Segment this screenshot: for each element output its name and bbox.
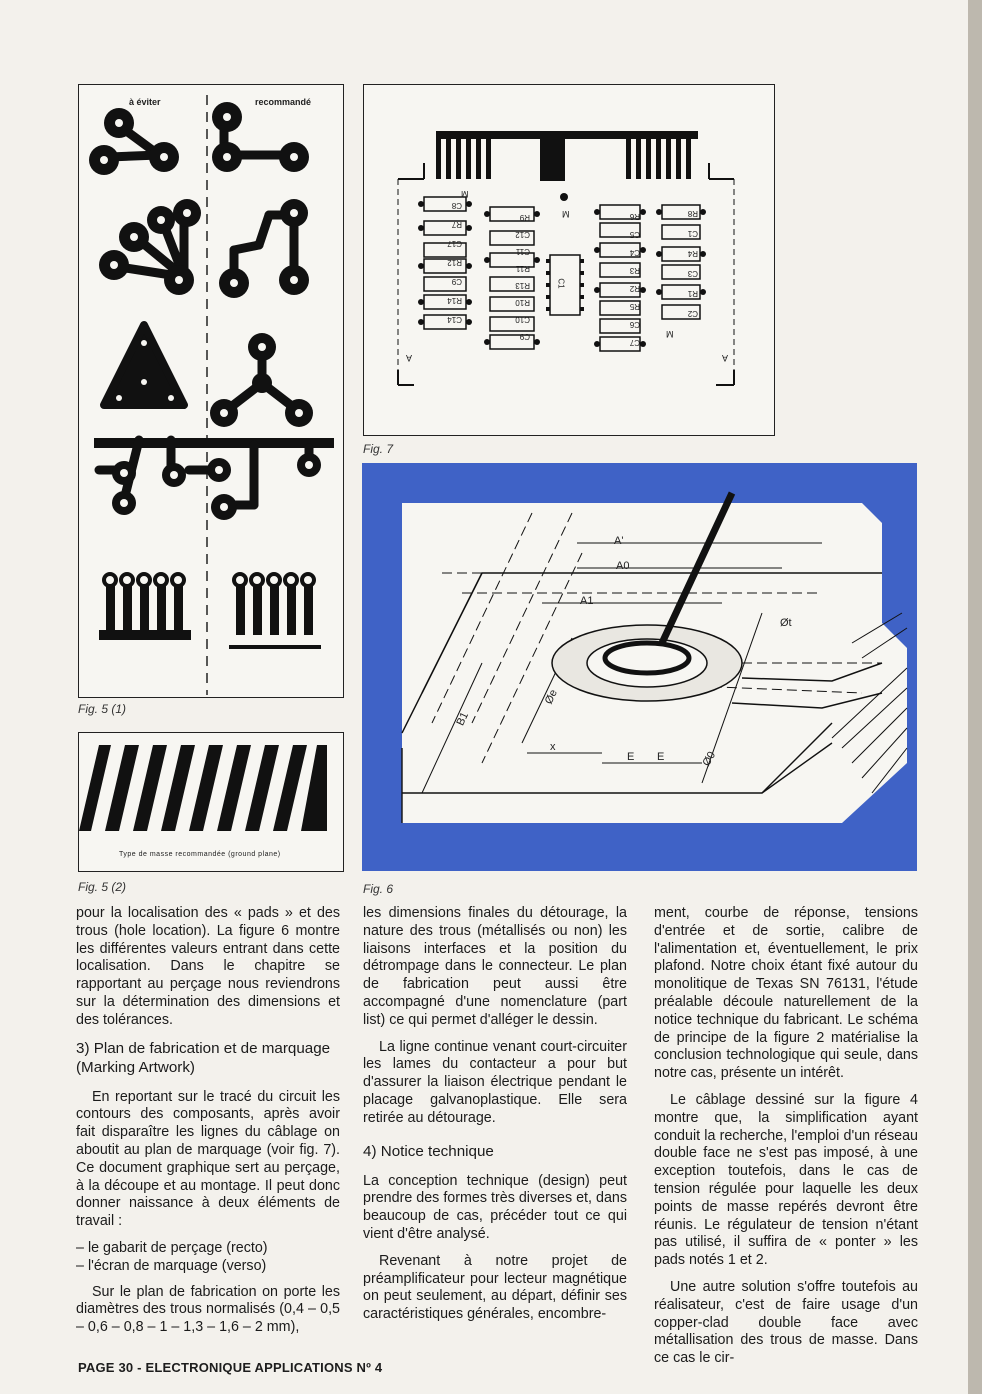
fig-6-caption: Fig. 6 <box>363 882 394 896</box>
ic-label: C1 <box>556 278 566 289</box>
component-label: C9 <box>451 277 462 286</box>
component-label: R10 <box>515 298 530 307</box>
component-label: R7 <box>451 220 462 229</box>
component-label: R5 <box>629 302 640 311</box>
mark-m-1: M <box>461 189 469 199</box>
dim-label: A' <box>614 535 624 547</box>
component-label: C9 <box>519 332 530 341</box>
component-label: C12 <box>515 230 530 239</box>
paragraph: En reportant sur le tracé du circuit les contours des composants, après avoir fait disparaître les lignes du câblage on aboutit au plan de marquage (voir fig. 7). Ce document graphique sert au perçage, à la découpe et au montage. Il peut donc donner naissance à deux éléments de travail : <box>76 1088 340 1230</box>
paragraph: Le câblage dessiné sur la figure 4 montre que, la simplification ayant conduit la recherche, l'emploi d'un réseau double face ne s'est pas imposé, à une exception toutefois, dans le cas de tension régulée pour laquelle les deux points de masse repérés devront être réunis. Le régulateur de tension n'étant pas utilisé, il suffira de « ponter » les pads notés 1 et 2. <box>654 1091 918 1269</box>
component-label: R1 <box>687 289 698 298</box>
fig-5-1-caption: Fig. 5 (1) <box>78 702 127 716</box>
component-label: C8 <box>451 201 462 210</box>
component-label: R2 <box>629 284 640 293</box>
figure-5-2 <box>78 732 344 872</box>
mark-m-3: M <box>666 329 674 339</box>
labels-far-column <box>670 203 698 323</box>
labels-right-column <box>610 207 640 351</box>
paragraph: La ligne continue venant court-circuiter les lames du contacteur a pour but d'assurer la liaison électrique pendant le placage galvanoplastique. Elle sera retirée au détourage. <box>363 1038 627 1126</box>
component-label: C2 <box>687 309 698 318</box>
dim-label: Ø0 <box>700 749 719 769</box>
component-label: R3 <box>629 266 640 275</box>
paragraph: La conception technique (design) peut prendre des formes très diverses et, dans beaucoup de cas, précéder tout ce qui vient d'être analysé. <box>363 1172 627 1242</box>
list-item: – l'écran de marquage (verso) <box>76 1258 340 1276</box>
dim-label: E <box>627 751 635 763</box>
figure-5-1 <box>78 84 344 698</box>
figure-7 <box>363 84 775 436</box>
label-recommended: recommandé <box>255 97 312 107</box>
paragraph: pour la localisation des « pads » et des trous (hole location). La figure 6 montre les différentes valeurs entrant dans cette localisation. Dans le chapitre se rapportant au perçage nous reviendrons sur la détermination des dimensions et des tolérances. <box>76 905 340 1028</box>
dim-label: Øt <box>780 617 792 629</box>
component-label: C4 <box>629 248 640 257</box>
dim-label: B1 <box>454 710 472 728</box>
dim-label: A0 <box>616 560 630 572</box>
text-column-3 <box>654 905 918 1377</box>
dim-label: x <box>550 741 556 753</box>
paragraph: Sur le plan de fabrication on porte les diamètres des trous normalisés (0,4 – 0,5 – 0,6 – 0,8 – 1 – 1,3 – 1,6 – 2 mm), <box>76 1283 340 1336</box>
fig-5-2-caption: Fig. 5 (2) <box>78 880 127 894</box>
paragraph: Revenant à notre projet de préamplificateur pour lecteur magnétique on peut seulement, au départ, définir ses caractéristiques générales, encombre- <box>363 1252 627 1323</box>
dim-label: Øe <box>542 687 560 707</box>
paragraph: les dimensions finales du détourage, la nature des trous (métallisés ou non) les liaisons interfaces et la position du détrompage dans le connecteur. Le plan de fabrication peut aussi être accompagné d'une nomenclature (part list) ce qui permet d'alléger le dessin. <box>363 905 627 1028</box>
labels-left-column <box>432 196 462 329</box>
component-label: C5 <box>629 230 640 239</box>
section-heading: 4) Notice technique <box>363 1142 494 1160</box>
text-column-1 <box>76 905 340 1346</box>
fig-7-caption: Fig. 7 <box>363 442 394 456</box>
pad-routing-illustrations <box>79 85 343 697</box>
paragraph: ment, courbe de réponse, tensions d'entrée et de sortie, calibre de l'alimentation et, éventuellement, le prix plafond. Notre choix étant fixé autour du monolitique de Texas SN 76131, l'étude préalable découle naturellement de la notice technique du fabricant. Le schéma de principe de la figure 2 matérialise la conclusion technologique qui seule, dans notre cas, présente un intérêt. <box>654 905 918 1082</box>
label-avoid: à éviter <box>129 97 161 107</box>
component-label: R11 <box>515 264 530 273</box>
page-footer: PAGE 30 - ELECTRONIQUE APPLICATIONS Nº 4 <box>78 1360 383 1375</box>
list-item: – le gabarit de perçage (recto) <box>76 1240 340 1258</box>
component-label: C3 <box>687 269 698 278</box>
pad-hole-dimensions-drawing <box>362 463 917 871</box>
component-label: R6 <box>629 212 640 221</box>
figure-6 <box>362 463 917 871</box>
mark-a-1: A <box>406 353 413 363</box>
component-label: C17 <box>447 239 462 248</box>
marking-artwork-drawing <box>364 85 774 435</box>
component-label: C14 <box>447 315 462 324</box>
section-heading: 3) Plan de fabrication et de marquage (Marking Artwork) <box>76 1039 331 1076</box>
labels-middle-column <box>500 209 530 345</box>
component-label: R12 <box>447 258 462 267</box>
component-label: C6 <box>629 320 640 329</box>
mark-m-2: M <box>562 209 570 219</box>
component-label: C7 <box>629 338 640 347</box>
component-label: C10 <box>515 315 530 324</box>
component-label: R13 <box>515 281 530 290</box>
bullet-list <box>76 1240 340 1276</box>
component-label: C11 <box>515 247 530 256</box>
mark-a-2: A <box>722 353 729 363</box>
dim-label: A1 <box>580 595 594 607</box>
paragraph: Une autre solution s'offre toutefois au réalisateur, c'est de faire usage d'un copper-clad double face avec métallisation des trous de masse. Dans ce cas le cir- <box>654 1278 918 1367</box>
component-label: R8 <box>687 209 698 218</box>
component-label: R14 <box>447 296 462 305</box>
dim-label: E <box>657 751 665 763</box>
text-column-2 <box>363 905 627 1333</box>
component-label: C1 <box>687 229 698 238</box>
ground-plane-legend: Type de masse recommandée (ground plane) <box>119 851 281 858</box>
component-label: R9 <box>519 213 530 222</box>
component-label: R4 <box>687 249 698 258</box>
page-edge-shadow <box>968 0 982 1394</box>
